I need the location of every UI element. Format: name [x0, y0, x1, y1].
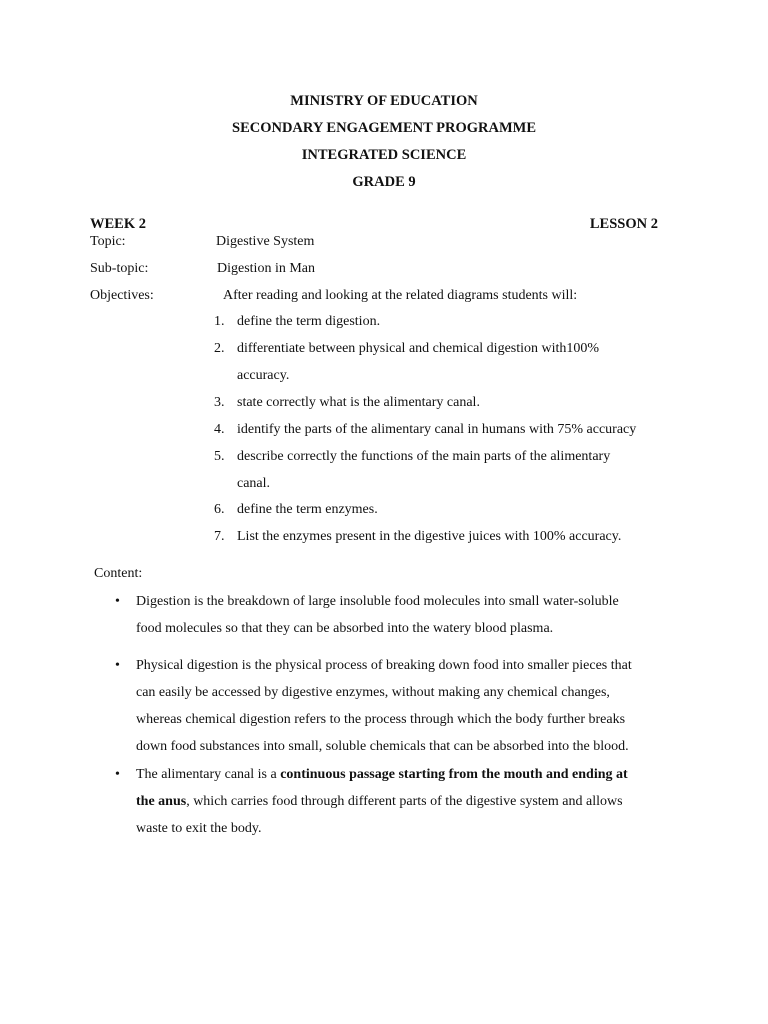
bullet-icon: • — [115, 658, 120, 673]
objective-text: differentiate between physical and chemical digestion with100% — [237, 341, 600, 356]
programme-heading: SECONDARY ENGAGEMENT PROGRAMME — [232, 120, 536, 136]
bullet-text: waste to exit the body. — [136, 821, 262, 836]
bullet-text — [136, 767, 628, 783]
objective-number: 4. — [214, 422, 225, 437]
bullet-text-bold: the anus — [136, 794, 187, 809]
subtopic-value: Digestion in Man — [217, 261, 315, 276]
subtopic-label: Sub-topic: — [90, 261, 149, 276]
objective-text-continued: accuracy. — [237, 368, 290, 383]
objective-number: 3. — [214, 395, 225, 410]
bullet-text: can easily be accessed by digestive enzymes, without making any chemical changes, — [136, 685, 610, 700]
subject-heading: INTEGRATED SCIENCE — [301, 147, 467, 163]
objective-text: state correctly what is the alimentary canal. — [237, 395, 480, 410]
topic-label: Topic: — [90, 234, 126, 249]
objective-number: 7. — [214, 529, 225, 544]
objective-text: List the enzymes present in the digestive juices with 100% accuracy. — [237, 529, 622, 544]
ministry-heading: MINISTRY OF EDUCATION — [290, 93, 478, 109]
content-label: Content: — [94, 566, 143, 581]
bullet-text-bold: continuous passage starting from the mouth and ending at — [280, 767, 628, 782]
grade-heading: GRADE 9 — [352, 174, 416, 190]
bullet-icon: • — [115, 767, 120, 782]
bullet-text — [136, 794, 623, 810]
objectives-intro: After reading and looking at the related diagrams students will: — [223, 288, 578, 303]
week-label: WEEK 2 — [90, 216, 146, 232]
bullet-text-plain: , which carries food through different parts of the digestive system and allows — [186, 794, 623, 809]
objective-text: define the term digestion. — [237, 314, 381, 329]
objective-text-continued: canal. — [237, 476, 271, 491]
topic-value: Digestive System — [216, 234, 315, 249]
objective-number: 1. — [214, 314, 225, 329]
objective-number: 2. — [214, 341, 225, 356]
objective-number: 5. — [214, 449, 225, 464]
objective-text: define the term enzymes. — [237, 502, 378, 517]
bullet-icon: • — [115, 594, 120, 609]
objective-text: identify the parts of the alimentary canal in humans with 75% accuracy — [237, 422, 637, 437]
objectives-label: Objectives: — [90, 288, 154, 303]
objective-number: 6. — [214, 502, 225, 517]
bullet-text: whereas chemical digestion refers to the process through which the body further breaks — [136, 712, 626, 727]
bullet-text: Digestion is the breakdown of large insoluble food molecules into small water-soluble — [136, 594, 619, 609]
bullet-text: Physical digestion is the physical process of breaking down food into smaller pieces that — [136, 658, 632, 673]
bullet-text-plain: The alimentary canal is a — [136, 767, 281, 782]
bullet-text: down food substances into small, soluble chemicals that can be absorbed into the blood. — [136, 739, 629, 754]
bullet-text: food molecules so that they can be absorbed into the watery blood plasma. — [136, 621, 554, 636]
objective-text: describe correctly the functions of the main parts of the alimentary — [237, 449, 611, 464]
lesson-label: LESSON 2 — [589, 216, 658, 232]
